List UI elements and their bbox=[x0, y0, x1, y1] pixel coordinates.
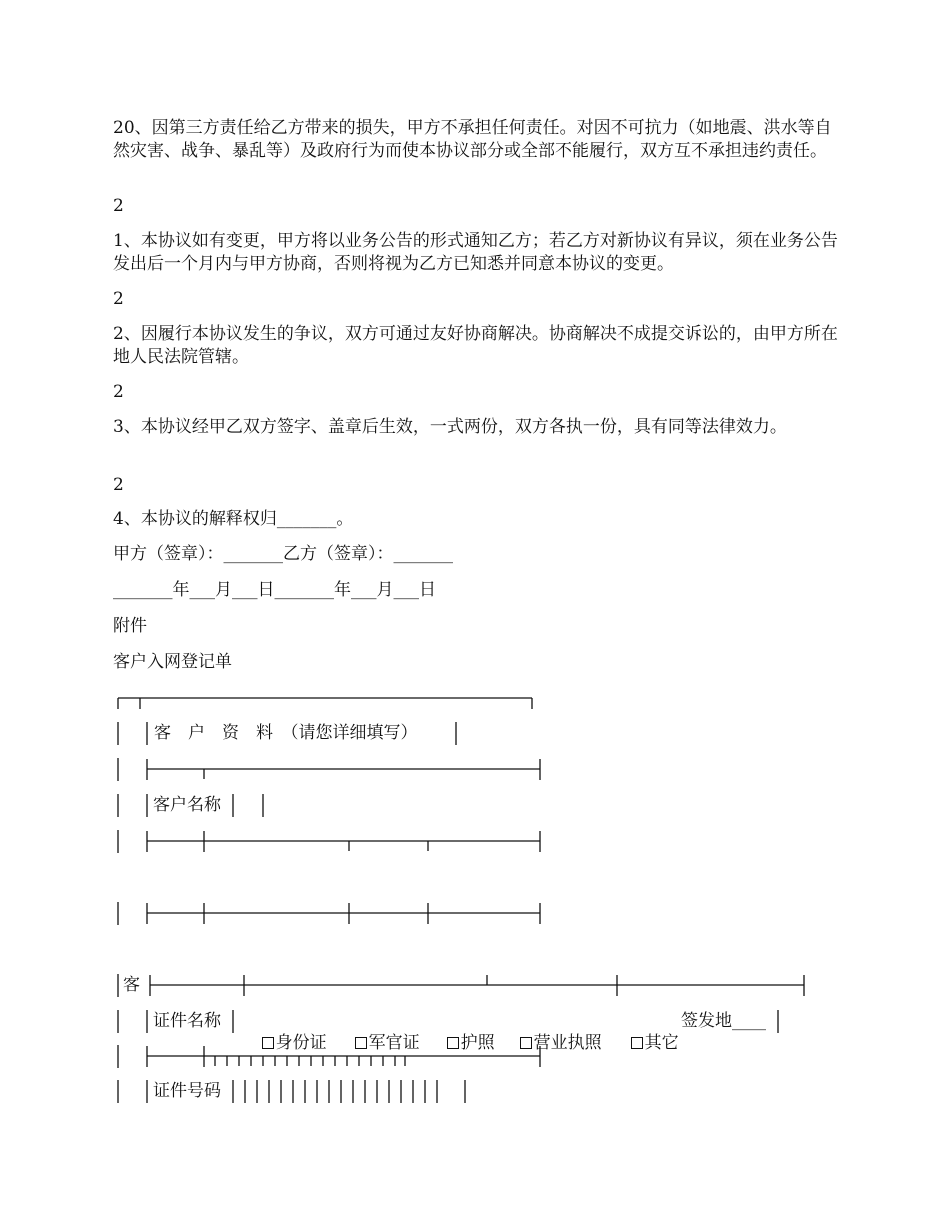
checkbox-icon[interactable] bbox=[262, 1037, 274, 1049]
clause-20: 20、因第三方责任给乙方带来的损失，甲方不承担任何责任。对因不可抗力（如地震、洪水等自然灾害、战争、暴乱等）及政府行为而使本协议部分或全部不能履行，双方互不承担违约责任。 bbox=[113, 118, 832, 161]
page-marker: 2 bbox=[113, 196, 124, 216]
form-section-header: 客 户 资 料 （请您详细填写） bbox=[154, 723, 418, 743]
signature-line: 甲方（签章）：_______乙方（签章）：_______ bbox=[113, 544, 453, 564]
id-option-passport[interactable]: 护照 bbox=[425, 1010, 495, 1076]
clause-3: 3、本协议经甲乙双方签字、盖章后生效，一式两份，双方各执一份，具有同等法律效力。 bbox=[113, 417, 787, 437]
id-option-other[interactable]: 其它 bbox=[609, 1010, 679, 1076]
checkbox-icon[interactable] bbox=[520, 1037, 532, 1049]
page-marker: 2 bbox=[113, 475, 124, 495]
date-line: _______年___月___日_______年___月___日 bbox=[113, 580, 436, 600]
id-option-officer-card[interactable]: 军官证 bbox=[333, 1010, 420, 1076]
page-marker: 2 bbox=[113, 289, 124, 309]
clause-2: 2、因履行本协议发生的争议，双方可通过友好协商解决。协商解决不成提交诉讼的，由甲方所在地人民法院管辖。 bbox=[113, 324, 838, 367]
clause-1: 1、本协议如有变更，甲方将以业务公告的形式通知乙方；若乙方对新协议有异议，须在业务公告发出后一个月内与甲方协商，否则将视为乙方已知悉并同意本协议的变更。 bbox=[113, 231, 838, 274]
checkbox-icon[interactable] bbox=[447, 1037, 459, 1049]
id-number-label: 证件号码 bbox=[153, 1081, 221, 1101]
id-type-label: 证件名称 bbox=[153, 1011, 221, 1031]
clause-4: 4、本协议的解释权归_______。 bbox=[113, 509, 354, 529]
id-option-id-card[interactable]: 身份证 bbox=[240, 1010, 327, 1076]
customer-type-label: 客 bbox=[123, 975, 140, 995]
issue-place-field[interactable]: 签发地____ bbox=[681, 1011, 766, 1031]
customer-name-label: 客户名称 bbox=[153, 795, 221, 815]
attachment-label: 附件 bbox=[113, 616, 147, 636]
form-title: 客户入网登记单 bbox=[113, 652, 232, 672]
checkbox-icon[interactable] bbox=[355, 1037, 367, 1049]
id-option-business-license[interactable]: 营业执照 bbox=[498, 1010, 602, 1076]
checkbox-icon[interactable] bbox=[631, 1037, 643, 1049]
page-marker: 2 bbox=[113, 382, 124, 402]
